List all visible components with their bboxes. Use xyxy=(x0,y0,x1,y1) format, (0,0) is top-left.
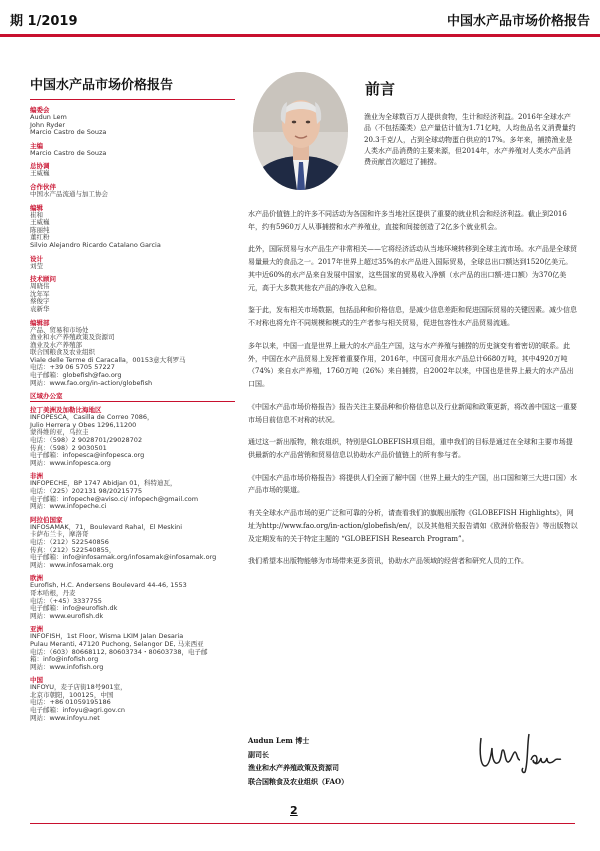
report-title: 中国水产品市场价格报告 xyxy=(446,14,590,29)
credits-line: 刘莹 xyxy=(30,261,43,270)
preface-paragraph: 此外，国际贸易与水产品生产非常相关——它将经济活动从当地环境转移到全球主流市场。水产品是全球贸易量最大的食品之一。2017年世界上超过35%的水产品进入国际贸易，全球总出口额达到1520亿美元。其中近60%的水产品来自发展中国家，这些国家的贸易收入净额（水产品的出口额-进口额）为370亿美元，高于大多数其他农产品的净收入总和。 xyxy=(248,245,577,292)
signatory-name: Audun Lem 博士 xyxy=(248,736,310,745)
credits-line: 联合国粮食及农业组织 xyxy=(30,348,95,357)
offices-line: Julio Herrera y Obes 1296,11200 xyxy=(30,420,137,429)
preface-paragraph: 水产品价值链上的许多不同活动为各国和许多当地社区提供了重要的就业机会和经济利益。截止到2016年，约有5960万人从事捕捞和水产养殖业，直接和间接创造了2亿多个就业机会。 xyxy=(248,210,567,231)
region-offices-title: 区域办公室 xyxy=(30,392,63,401)
offices-section xyxy=(30,676,235,722)
offices-line: 电子邮箱：info@infosamak.org/infosamak@infosamak.org xyxy=(30,553,217,562)
credits-line: 陈丽纯 xyxy=(30,225,50,234)
signatory-role: 副司长 xyxy=(248,749,269,759)
signatory-department: 渔业和水产养殖政策及资源司 xyxy=(248,763,339,772)
credits-line: 中国水产品流通与加工协会 xyxy=(30,189,108,198)
offices-line: INFOPECHE，BP 1747 Abidjan 01，科特迪瓦， xyxy=(30,479,177,488)
preface-paragraph: 我们希望本出版物能够为市场带来更多资讯，协助水产品领域的经营者和研究人员的工作。 xyxy=(248,557,528,566)
offices-line: 电话：+86 01059195186 xyxy=(30,698,111,707)
offices-heading: 欧洲 xyxy=(30,574,43,583)
handwritten-signature xyxy=(475,726,565,776)
offices-line: 卡萨布兰卡，摩洛哥 xyxy=(30,530,89,539)
credits-line: John Ryder xyxy=(30,120,66,129)
page-header xyxy=(0,0,600,44)
region-rule xyxy=(30,401,235,402)
credits-section xyxy=(30,255,235,271)
preface-paragraph: 鉴于此，发布相关市场数据，包括品种和价格信息，是减少信息差距和促进国际贸易的关键因素。减少信息不对称也将允许不同规模和模式的生产者参与相关贸易，促进包容性水产品贸易流通。 xyxy=(248,306,577,328)
offices-section xyxy=(30,472,235,510)
credits-list xyxy=(30,106,235,387)
offices-line: 电子邮箱：infopeche@aviso.ci/ infopech@gmail.com xyxy=(30,494,199,503)
offices-line: 传真：（212）522540855， xyxy=(30,545,116,554)
preface-paragraph: 多年以来，中国一直是世界上最大的水产品生产国，这与水产养殖与捕捞的历史演变有着密切的联系。此外，中国在水产品贸易上发挥着重要作用，2016年，中国可食用水产品总计6680万吨，其中4920万吨（74%）来自水产养殖，1760万吨（26%）来自捕捞，自2002年以来，中国也是世界上最大的水产品出口国。 xyxy=(248,341,574,389)
offices-heading: 亚洲 xyxy=(30,625,43,634)
credits-line: 电子邮箱：globefish@fao.org xyxy=(30,371,122,380)
credits-line: Marcio Castro de Souza xyxy=(30,128,107,137)
credits-line: 渔业和水产养殖政策及资源司 xyxy=(30,333,115,342)
preface-paragraph: 有关全球水产品市场的更广泛和可靠的分析，请查看我们的旗舰出版物《GLOBEFISH Highlights》，网址为http://www.fao.org/in-action/globefish/en/，以及其他相关报告请如《欧洲价格报告》等出版物以及定期发布的关于特定主题的 “GLOBEFISH Research Program”。 xyxy=(248,508,578,543)
offices-line: 电子邮箱：infoyu@agri.gov.cn xyxy=(30,706,126,715)
offices-line: 电子邮箱：info@eurofish.dk xyxy=(30,604,118,613)
credits-line: 网站：www.fao.org/in-action/globefish xyxy=(30,378,153,387)
credits-line: 沈年军 xyxy=(30,289,50,298)
offices-section xyxy=(30,406,235,467)
credits-line: 周晓伟 xyxy=(30,282,50,291)
credits-line: 蔡俊宇 xyxy=(30,297,50,306)
credits-section xyxy=(30,204,235,250)
offices-section xyxy=(30,625,235,671)
offices-line: 电话：（+45）3337755 xyxy=(30,596,102,605)
sidebar-title: 中国水产品市场价格报告 xyxy=(30,78,174,93)
signature-block xyxy=(248,734,348,788)
credits-section xyxy=(30,275,235,313)
offices-heading: 阿拉伯国家 xyxy=(30,515,63,524)
credits-heading: 合作伙伴 xyxy=(30,182,56,191)
credits-section xyxy=(30,106,235,137)
offices-line: INFOPESCA，Casilla de Correo 7086， xyxy=(30,413,154,422)
credits-line: Viale delle Terme di Caracalla，00153意大利罗马 xyxy=(30,355,186,364)
credits-section xyxy=(30,183,235,199)
offices-line: 北京市朝阳，100125，中国 xyxy=(30,690,114,699)
preface-body xyxy=(248,208,578,578)
header-rule xyxy=(0,34,600,37)
page-number: 2 xyxy=(290,804,298,817)
offices-line: 蒙得维的亚，乌拉圭 xyxy=(30,428,89,437)
offices-line: 网站：www.eurofish.dk xyxy=(30,611,104,620)
credits-heading: 编辑部 xyxy=(30,318,50,327)
offices-line: 网站：www.infoyu.net xyxy=(30,713,100,722)
offices-section xyxy=(30,574,235,620)
credits-heading: 技术顾问 xyxy=(30,275,56,284)
offices-line: 网站：www.infosamak.org xyxy=(30,560,114,569)
credits-line: 崔和 xyxy=(30,210,43,219)
preface-intro: 渔业为全球数百万人提供食物，生计和经济利益。2016年全球水产品（不包括藻类）总产量估计值为1.71亿吨，人均鱼品名义消费量约20.3千克/人，占到全球动物蛋白供应的17%。多年来，捕捞渔业是人类水产品消费的主要来源，但2014年，水产养殖对人类水产品消费贡献首次超过了捕捞。 xyxy=(364,113,576,167)
offices-section xyxy=(30,516,235,570)
preface-title: 前言 xyxy=(365,80,396,98)
offices-line: 电话：（603）80668112, 80603734・80603738，电子邮 xyxy=(30,647,208,656)
footer-rule xyxy=(30,823,575,824)
preface-paragraph: 《中国水产品市场价格报告》报告关注主要品种和价格信息以及行业新闻和政策更新，将改善中国这一重要市场目前信息不对称的状况。 xyxy=(248,402,577,424)
credits-heading: 主编 xyxy=(30,141,43,150)
offices-line: 电子邮箱：infopesca@infopesca.org xyxy=(30,451,145,460)
offices-line: 电话：（212）522540856 xyxy=(30,537,109,546)
credits-section xyxy=(30,162,235,178)
credits-line: Audun Lem xyxy=(30,113,67,121)
offices-line: INFOYU，麦子店街18号901室， xyxy=(30,683,127,692)
offices-list xyxy=(30,406,235,722)
offices-heading: 中国 xyxy=(30,676,43,685)
credits-section xyxy=(30,319,235,388)
portrait-image xyxy=(253,72,348,190)
issue-label: 期 1/2019 xyxy=(10,14,78,29)
offices-line: Pulau Meranti, 47120 Puchong, Selangor DE, 马来西亚 xyxy=(30,639,204,648)
offices-line: INFOSAMAK，71，Boulevard Rahal，El Meskini xyxy=(30,522,183,531)
preface-paragraph: 《中国水产品市场价格报告》将提供人们全面了解中国（世界上最大的生产国，出口国和第三大进口国）水产品市场的渠道。 xyxy=(248,473,577,495)
credits-line: 王威巍 xyxy=(30,169,50,178)
offices-line: 网站：www.infopesca.org xyxy=(30,458,111,467)
offices-line: 箱：info@infofish.org xyxy=(30,655,99,664)
offices-heading: 非洲 xyxy=(30,472,43,481)
offices-line: 哥本哈根，丹麦 xyxy=(30,588,76,597)
credits-line: Silvio Alejandro Ricardo Catalano Garcia xyxy=(30,240,161,249)
signatory-organization: 联合国粮食及农业组织（FAO） xyxy=(248,776,349,786)
offices-line: 电话：（598）2 9028701/29028702 xyxy=(30,436,143,445)
credits-line: 电话：+39 06 5705 57227 xyxy=(30,363,115,372)
credits-line: 渔业及水产养殖部 xyxy=(30,340,82,349)
preface-paragraph: 通过这一新出版物，粮农组织，特别是GLOBEFISH项目组，重申我们的目标是通过在全球和主要市场提供最新的水产品营销和贸易信息以协助水产品价值链上的所有参与者。 xyxy=(248,438,573,459)
credits-line: Marcio Castro de Souza xyxy=(30,148,107,157)
sidebar-rule xyxy=(30,99,235,100)
credits-heading: 编辑 xyxy=(30,203,43,212)
credits-heading: 总协调 xyxy=(30,162,50,171)
offices-line: 网站：www.infopeche.ci xyxy=(30,502,107,511)
credits-section xyxy=(30,142,235,158)
credits-heading: 设计 xyxy=(30,254,43,263)
offices-line: 传真：（598）2 9030501 xyxy=(30,443,107,452)
credits-line: 董红粉 xyxy=(30,233,50,242)
offices-line: Eurofish, H.C. Andersens Boulevard 44-46, 1553 xyxy=(30,581,187,590)
credits-line: 王威巍 xyxy=(30,218,50,227)
author-portrait xyxy=(253,72,348,190)
credits-heading: 编委会 xyxy=(30,106,50,114)
offices-heading: 拉丁美洲及加勒比海地区 xyxy=(30,406,102,415)
offices-line: INFOFISH，1st Floor, Wisma LKIM Jalan Desaria xyxy=(30,632,184,641)
credits-line: 袁新华 xyxy=(30,304,50,313)
offices-line: 网站：www.infofish.org xyxy=(30,662,104,671)
credits-sidebar xyxy=(30,74,235,727)
credits-line: 产品、贸易和市场处 xyxy=(30,325,89,334)
offices-line: 电话：（225）202131 98/20215775 xyxy=(30,487,143,495)
